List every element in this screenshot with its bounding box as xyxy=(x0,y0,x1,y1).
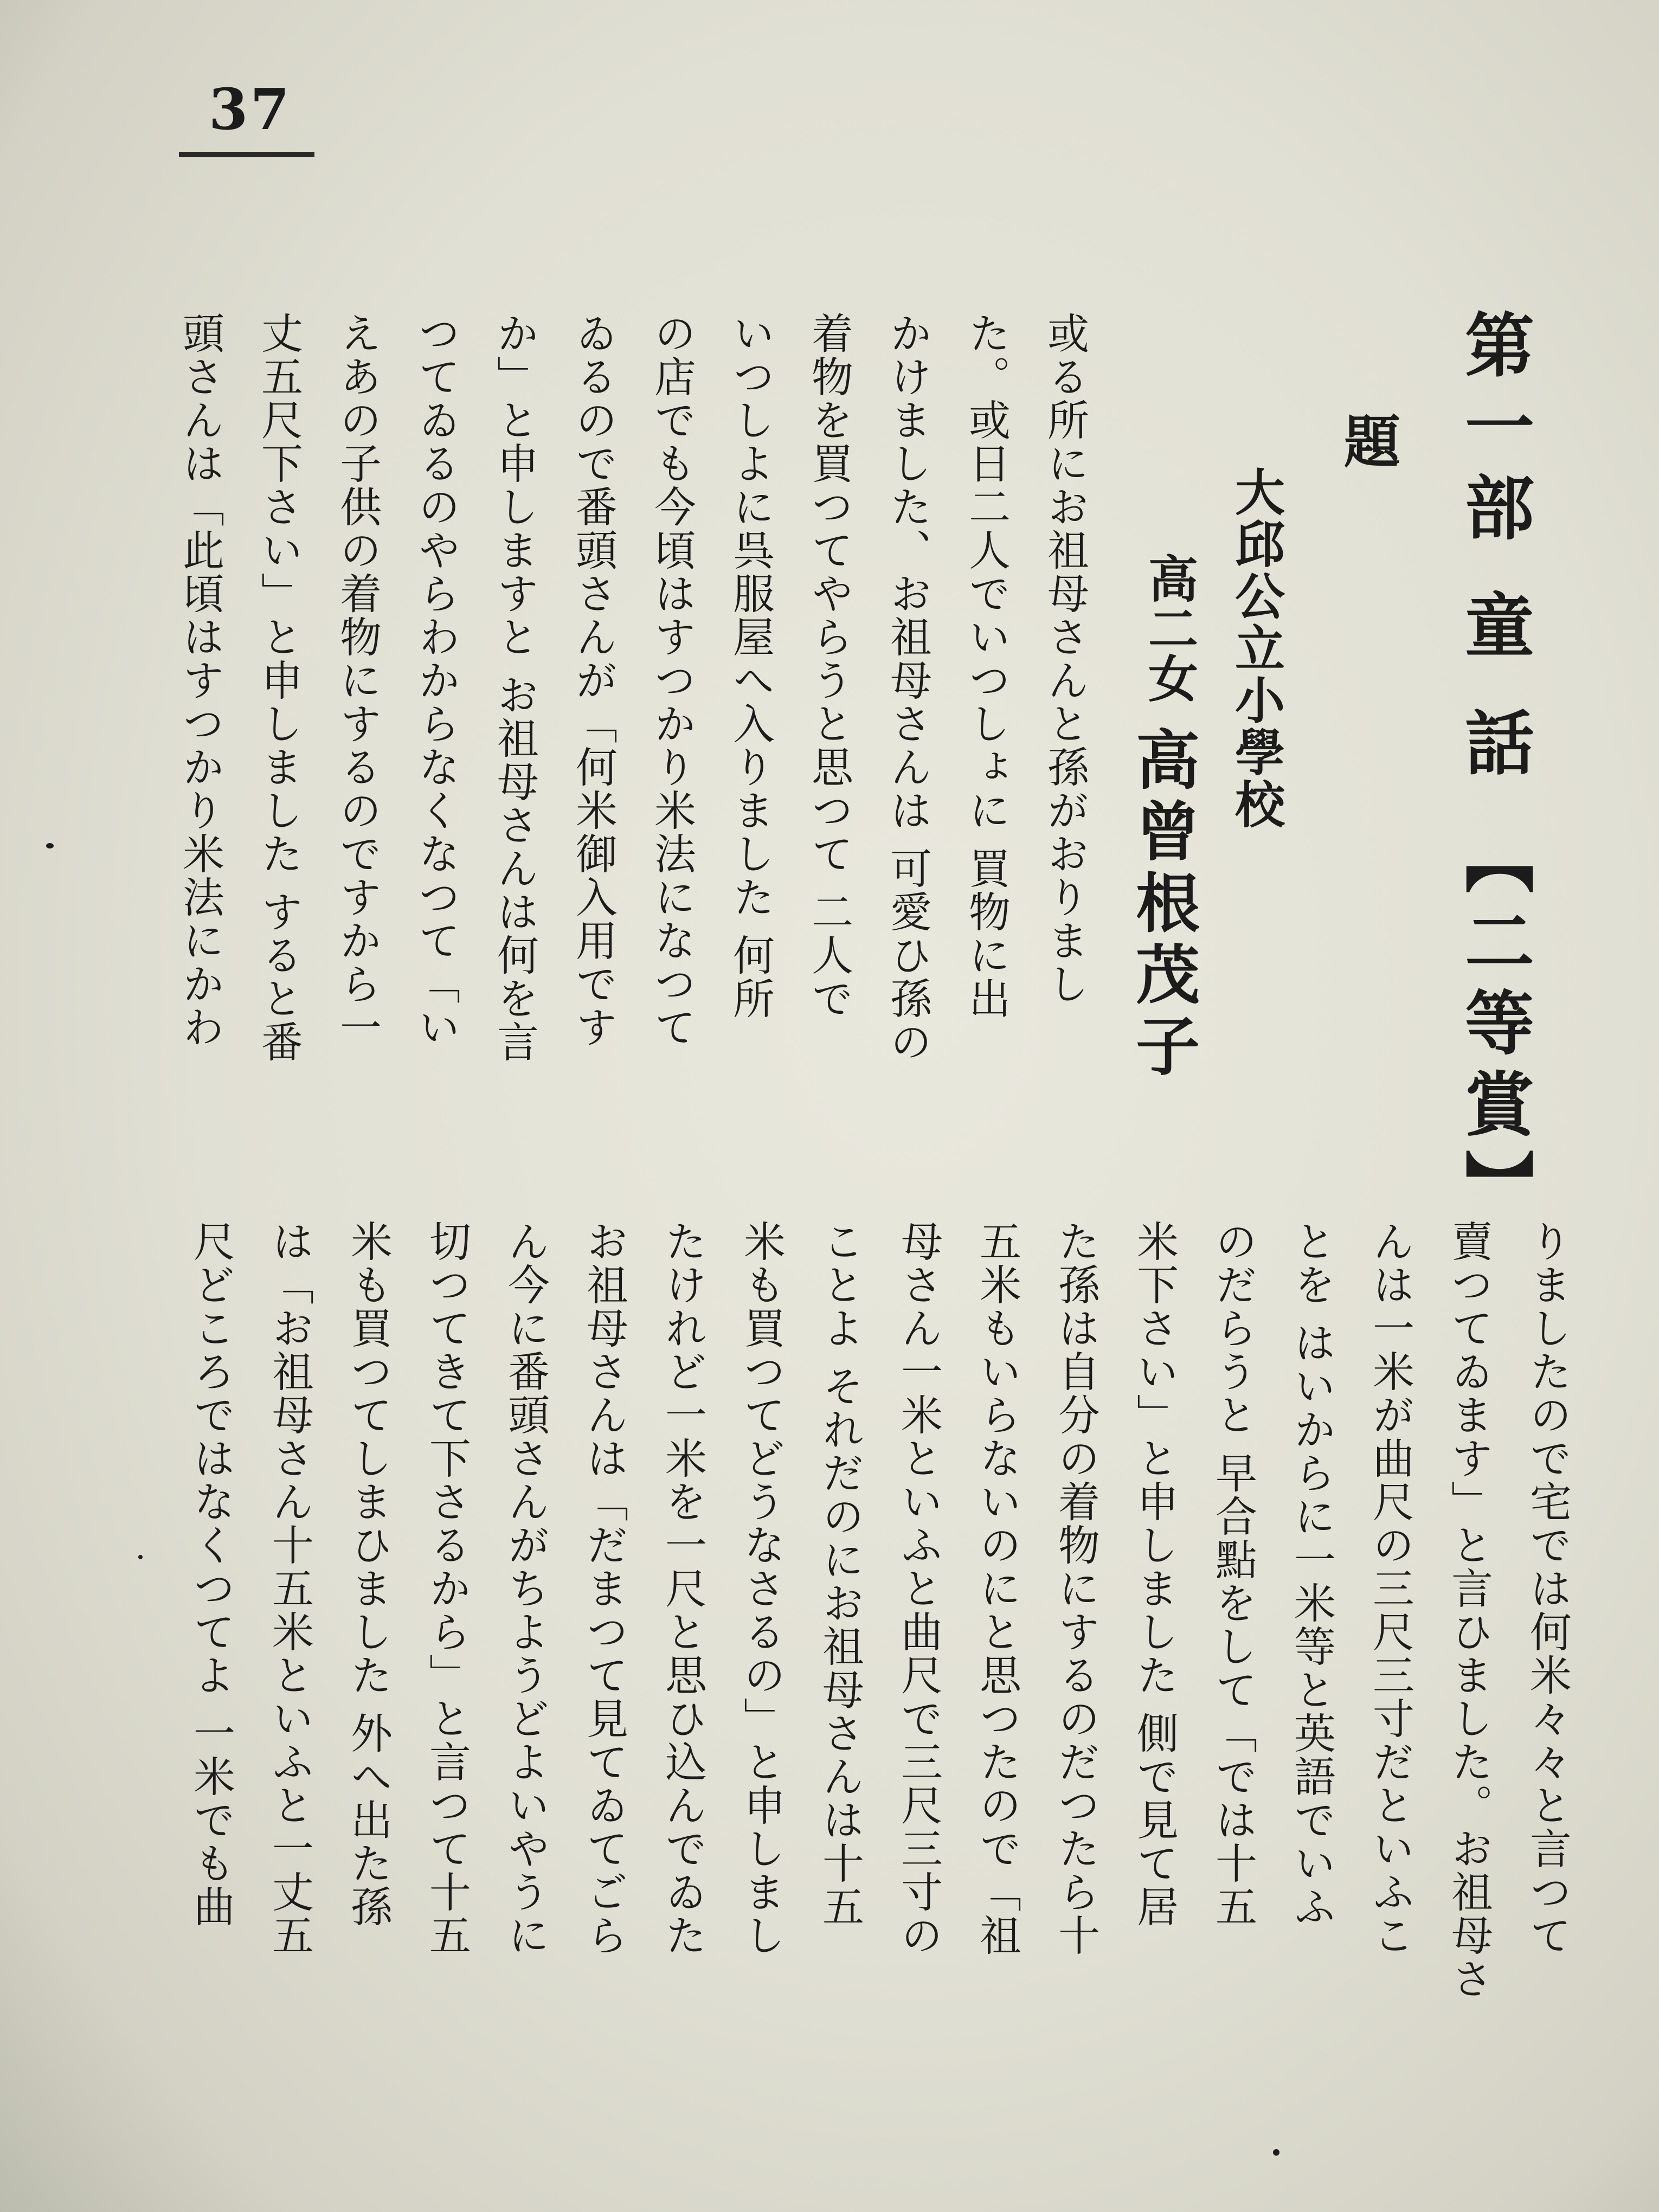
text-column: ゐるので番頭さんが「何米御入用です xyxy=(569,312,617,1049)
text-column: かけました、お祖母さんは 可愛ひ孫の xyxy=(883,312,931,1064)
text-column: ことよ それだのにお祖母さんは十五 xyxy=(815,1220,864,1929)
section-title: 第一部 童 話 【二等賞】 xyxy=(1453,309,1534,1231)
text-column: 尺どころではなくつてよ 一米でも曲 xyxy=(187,1220,235,1929)
text-column: は「お祖母さん十五米といふと一丈五 xyxy=(265,1220,313,1957)
text-column: とを はいからに一米等と英語でいふ xyxy=(1287,1220,1335,1929)
author-name: 高曾根茂子 xyxy=(1125,726,1200,1084)
text-column: いつしよに呉服屋へ入りました 何所 xyxy=(726,312,774,1021)
text-column: お祖母さんは「だまつて見てゐてごら xyxy=(580,1220,628,1957)
text-column: か」と申しますと お祖母さんは何を言 xyxy=(490,312,538,1064)
text-column: んは一米が曲尺の三尺三寸だといふこ xyxy=(1366,1220,1414,1957)
text-column: ん今に番頭さんがちようどよいやうに xyxy=(501,1220,549,1957)
text-column: たけれど一米を一尺と思ひ込んでゐた xyxy=(658,1220,706,1957)
text-column: 切つてきて下さるから」と言つて十五 xyxy=(422,1220,471,1957)
paper-speck xyxy=(138,1555,143,1559)
text-column: つてゐるのやらわからなくなつて「い xyxy=(411,312,460,1049)
page-number-rule xyxy=(179,152,314,157)
text-column: 米も買つてしまひました 外へ出た孫 xyxy=(344,1220,392,1929)
text-column: 或る所にお祖母さんと孫がおりまし xyxy=(1040,312,1089,1006)
text-column: 米も買つてどうなさるの」と申しまし xyxy=(737,1220,785,1957)
page-number: 37 xyxy=(209,76,292,143)
text-column: 着物を買つてやらうと思つて 二人で xyxy=(805,312,853,1021)
paper-speck xyxy=(1273,2149,1279,2156)
text-column: のだらうと 早合點をして「では十五 xyxy=(1208,1220,1257,1929)
text-column: 五米もいらないのにと思つたので「祖 xyxy=(973,1220,1021,1957)
text-column: 頭さんは「此頃はすつかり米法にかわ xyxy=(176,312,224,1049)
text-column: 母さん一米といふと曲尺で三尺三寸の xyxy=(894,1220,942,1957)
story-title: 題 xyxy=(1334,412,1400,468)
text-column: の店でも今頃はすつかり米法になつて xyxy=(647,312,696,1049)
text-column: 賣つてゐます」と言ひました。お祖母さ xyxy=(1444,1220,1493,2001)
text-column: りましたので宅では何米々々と言つて xyxy=(1523,1220,1571,1957)
text-column: 米下さい」と申しました 側で見て居 xyxy=(1130,1220,1178,1929)
paper-speck xyxy=(46,843,54,848)
text-column: 丈五尺下さい」と申しました すると番 xyxy=(254,312,303,1064)
text-column: えあの子供の着物にするのですから一 xyxy=(333,312,381,1049)
text-column: た孫は自分の着物にするのだつたら十 xyxy=(1051,1220,1099,1957)
author-grade: 高二女 xyxy=(1140,553,1198,703)
text-column: た。或日二人でいつしょに 買物に出 xyxy=(962,312,1010,1021)
author-school: 大邱公立小學校 xyxy=(1227,466,1285,831)
